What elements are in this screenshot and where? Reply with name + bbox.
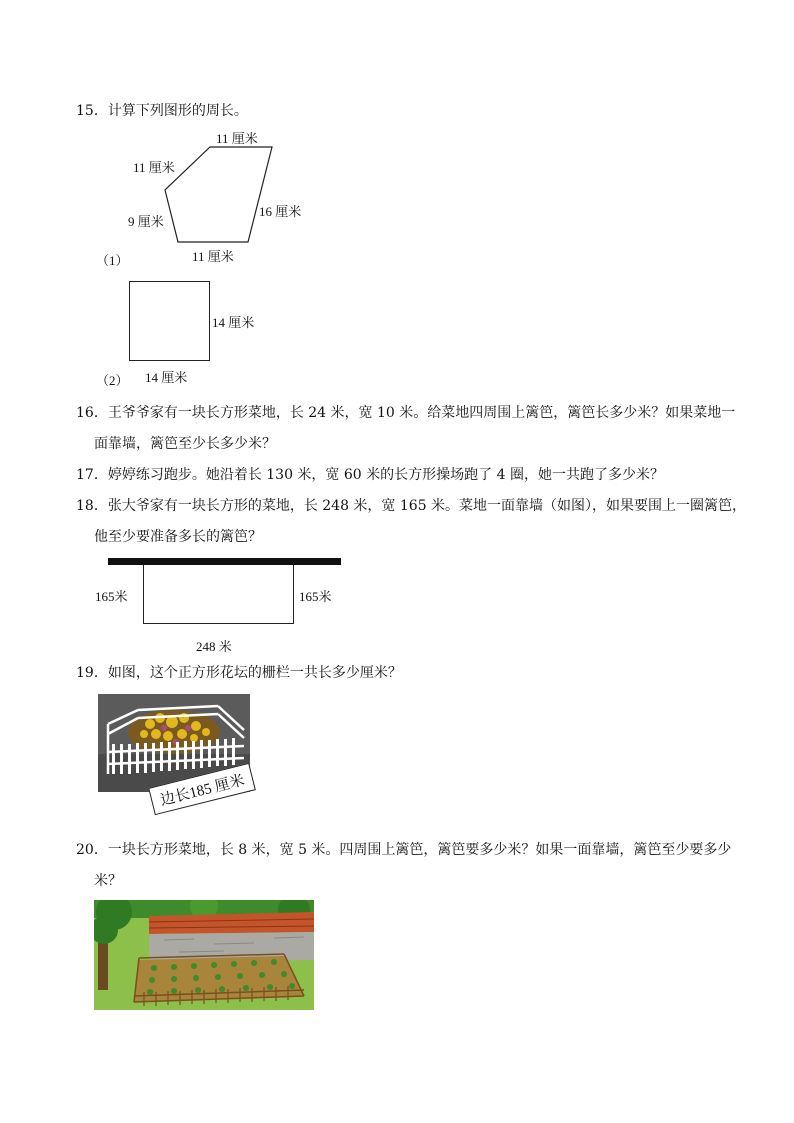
fig1-upper-left-label: 11 厘米 (133, 160, 175, 175)
q20-line2: 米？ (94, 873, 122, 889)
fig2-right-label: 14 厘米 (212, 315, 255, 330)
wall-bar (108, 558, 341, 565)
fig2-tag: （2） (96, 373, 129, 388)
q15-text: 15．计算下列图形的周长。 (76, 103, 248, 119)
field-rectangle (143, 565, 294, 624)
fig1-top-label: 11 厘米 (216, 131, 258, 146)
q18-line2: 他至少要准备多长的篱笆？ (94, 529, 262, 545)
q18-bottom-label: 248 米 (196, 639, 232, 654)
q17-text: 17．婷婷练习跑步。她沿着长 130 米，宽 60 米的长方形操场跑了 4 圈，她一共跑了多少米？ (76, 467, 664, 483)
fig1-bottom-label: 11 厘米 (192, 249, 234, 264)
q18-left-label: 165米 (95, 589, 128, 604)
sign-text: 边长185 厘米 (158, 772, 247, 809)
fig1-tag: （1） (96, 253, 129, 268)
q16-line1: 16．王爷爷家有一块长方形菜地，长 24 米，宽 10 米。给菜地四周围上篱笆，篱笆长多少米？如果菜地一 (76, 405, 736, 421)
q19-text: 19．如图，这个正方形花坛的栅栏一共长多少厘米？ (76, 665, 402, 681)
q16-line2: 面靠墙，篱笆至少长多少米？ (94, 436, 276, 452)
square-shape (129, 281, 210, 361)
fig1-right-label: 16 厘米 (259, 204, 302, 219)
q18-right-label: 165米 (299, 589, 332, 604)
fig1-lower-left-label: 9 厘米 (128, 214, 164, 229)
q20-line1: 20．一块长方形菜地，长 8 米，宽 5 米。四周围上篱笆，篱笆要多少米？如果一面靠墙，篱笆至少要多少 (76, 842, 732, 858)
fig2-bottom-label: 14 厘米 (145, 370, 188, 385)
pentagon-shape (165, 147, 272, 242)
vegetable-garden-illustration (94, 900, 314, 1010)
q18-line1: 18．张大爷家有一块长方形的菜地，长 248 米，宽 165 米。菜地一面靠墙（如图），如果要围上一圈篱笆， (76, 498, 747, 514)
